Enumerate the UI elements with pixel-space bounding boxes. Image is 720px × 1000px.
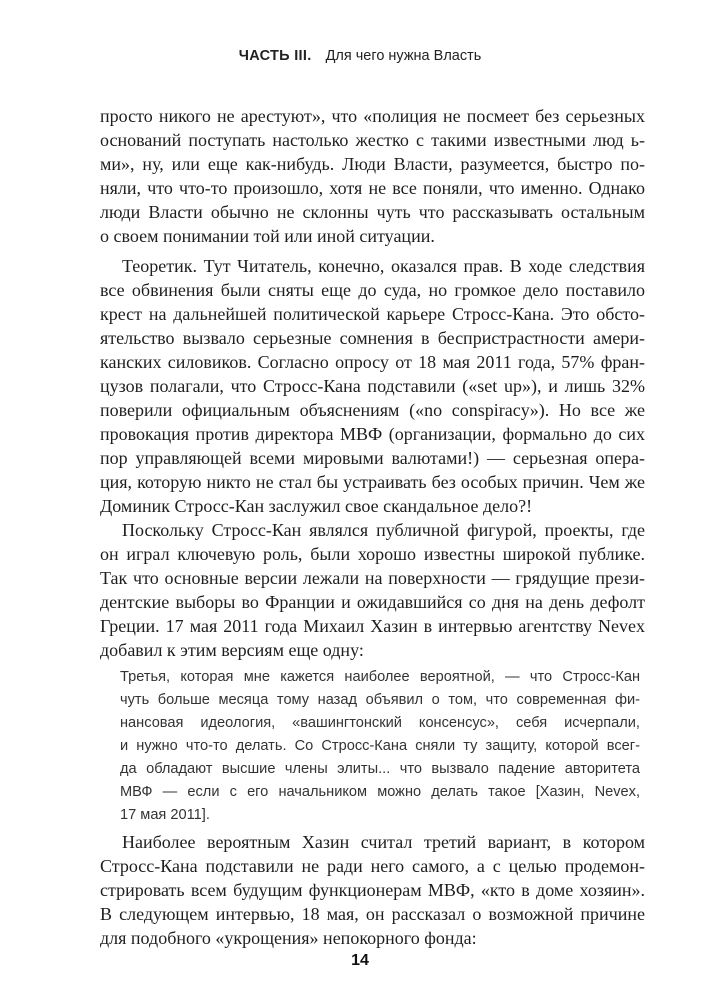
text-line: для подобного «укрощения» непокорного фонда: xyxy=(100,928,477,948)
text-line: добавил к этим версиям еще одну: xyxy=(100,640,364,660)
paragraph-2 xyxy=(100,254,645,518)
block-quote xyxy=(120,666,640,827)
text-line: люди Власти обычно не склонны чуть что рассказывать остальным xyxy=(100,202,645,222)
header-chapter-title: Для чего нужна Власть xyxy=(325,48,482,64)
text-line: Доминик Стросс-Кан заслужил свое скандальное дело?! xyxy=(100,496,533,516)
text-line: все обвинения были сняты еще до суда, но громкое дело поставило xyxy=(100,280,645,300)
text-line: Греции. 17 мая 2011 года Михаил Хазин в интервью агентству Nevex xyxy=(100,616,645,636)
paragraph-1 xyxy=(100,104,645,248)
text-line: дентские выборы во Франции и ожидавшийся со дня на день дефолт xyxy=(100,592,645,612)
paragraph-3 xyxy=(100,518,645,662)
text-line: канских силовиков. Согласно опросу от 18 мая 2011 года, 57% фран- xyxy=(100,352,645,372)
quote-line: и нужно что-то делать. Со Стросс-Кана сняли ту защиту, которой всег- xyxy=(120,738,640,754)
text-line: провокация против директора МВФ (организации, формально до сих xyxy=(100,424,645,444)
quote-line: Третья, которая мне кажется наиболее вероятной, — что Стросс-Кан xyxy=(120,669,640,685)
text-line: о своем понимании той или иной ситуации. xyxy=(100,226,435,246)
text-line: цузов полагали, что Стросс-Кана подставили («set up»), и лишь 32% xyxy=(100,376,645,396)
text-line: оснований поступать настолько жестко с такими известными люд ь- xyxy=(100,130,645,150)
text-line: поверили официальным объяснениям («no conspiracy»). Но все же xyxy=(100,400,645,420)
quote-line: МВФ — если с его начальником можно делать такое [Хазин, Nevex, xyxy=(120,784,640,800)
text-line: просто никого не арестуют», что «полиция не посмеет без серьезных xyxy=(100,106,645,126)
text-line: Стросс-Кана подставили не ради него самого, а с целью продемон- xyxy=(100,856,645,876)
text-line: ция, которую никто не стал бы устраивать без особых причин. Чем же xyxy=(100,472,645,492)
quote-line: да обладают высшие члены элиты... что вызвало падение авторитета xyxy=(120,761,640,777)
text-line: Поскольку Стросс-Кан являлся публичной фигурой, проекты, где xyxy=(122,520,645,540)
running-header xyxy=(0,48,720,64)
text-line: пор управляющей всеми мировыми валютами!) — серьезная опера- xyxy=(100,448,645,468)
text-line: стрировать всем будущим функционерам МВФ, «кто в доме хозяин». xyxy=(100,880,645,900)
paragraph-5 xyxy=(100,830,645,950)
text-line: няли, что что-то произошло, хотя не все поняли, что именно. Однако xyxy=(100,178,645,198)
text-line: Теоретик. Тут Читатель, конечно, оказался прав. В ходе следствия xyxy=(122,256,645,276)
text-line: ми», ну, или еще как-нибудь. Люди Власти, разумеется, быстро по- xyxy=(100,154,645,174)
quote-line: 17 мая 2011]. xyxy=(120,807,210,823)
header-part-label: ЧАСТЬ III. xyxy=(238,48,312,64)
text-line: ятельство вызвало серьезные сомнения в беспристрастности амери- xyxy=(100,328,645,348)
text-line: Так что основные версии лежали на поверхности — грядущие прези- xyxy=(100,568,645,588)
text-line: он играл ключевую роль, были хорошо известны широкой публике. xyxy=(100,544,645,564)
text-line: В следующем интервью, 18 мая, он рассказал о возможной причине xyxy=(100,904,645,924)
text-line: Наиболее вероятным Хазин считал третий вариант, в котором xyxy=(122,832,645,852)
text-line: крест на дальнейшей политической карьере Стросс-Кана. Это обсто- xyxy=(100,304,645,324)
quote-line: чуть больше месяца тому назад объявил о том, что современная фи- xyxy=(120,692,640,708)
page-number: 14 xyxy=(351,952,369,969)
quote-line: нансовая идеология, «вашингтонский консенсус», себя исчерпали, xyxy=(120,715,640,731)
